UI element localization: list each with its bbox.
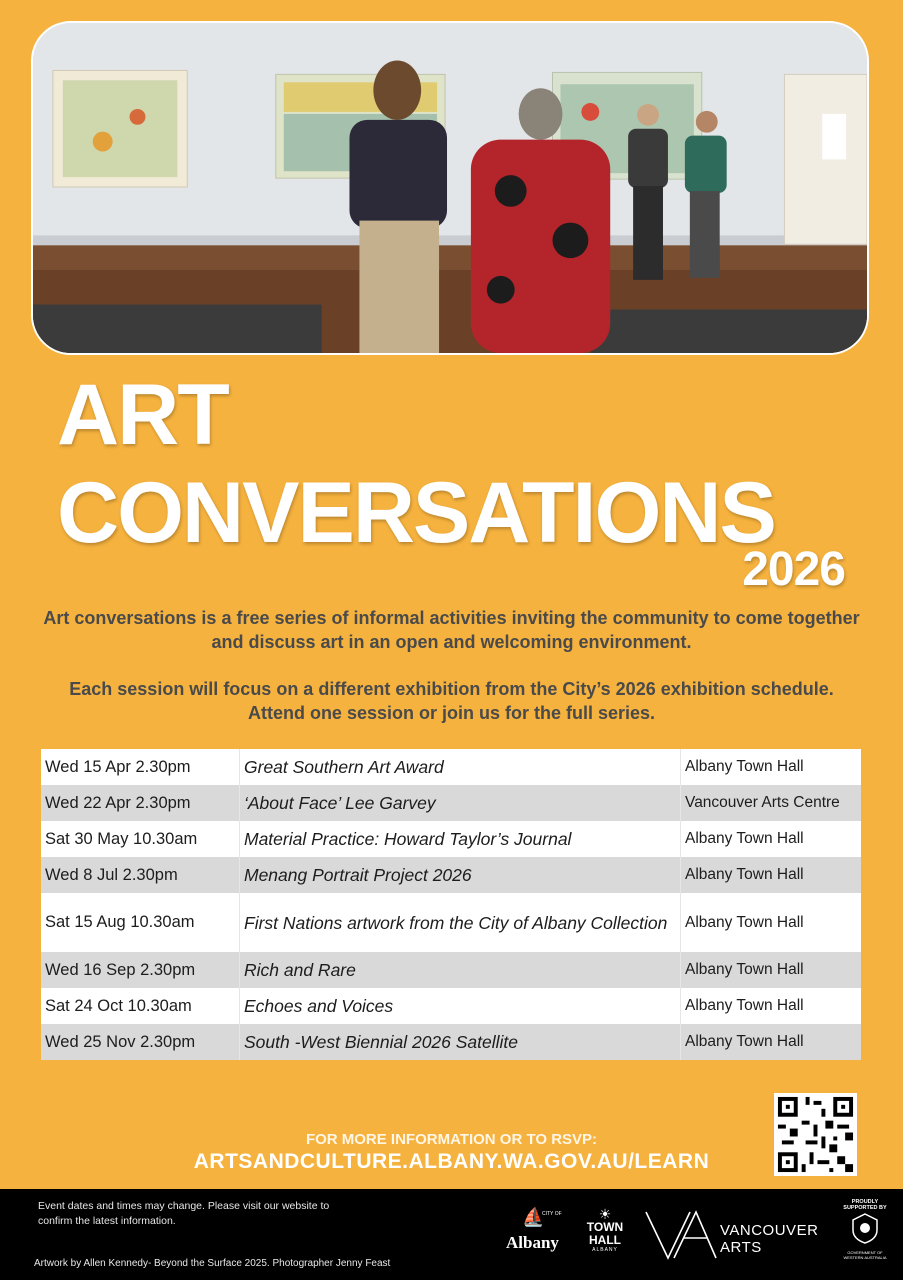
session-date: Wed 25 Nov 2.30pm	[41, 1024, 240, 1060]
session-event: Menang Portrait Project 2026	[240, 857, 681, 893]
session-event: Material Practice: Howard Taylor’s Journal	[240, 821, 681, 857]
table-row	[41, 988, 861, 1024]
session-event: ‘About Face’ Lee Garvey	[240, 785, 681, 821]
wa-government-text: GOVERNMENT OF WESTERN AUSTRALIA	[843, 1250, 887, 1260]
vancouver-arts-wordmark	[720, 1222, 818, 1256]
session-date: Sat 15 Aug 10.30am	[41, 893, 240, 952]
schedule-table	[41, 749, 861, 1060]
session-venue: Albany Town Hall	[685, 830, 804, 847]
arts-word: ARTS	[720, 1239, 762, 1256]
session-date: Sat 24 Oct 10.30am	[41, 988, 240, 1024]
session-venue: Vancouver Arts Centre	[685, 794, 840, 811]
footer-disclaimer: Event dates and times may change. Please visit our website to confirm the latest information.	[38, 1200, 330, 1227]
qr-code-icon[interactable]	[774, 1093, 857, 1176]
proudly-supported-text: PROUDLY SUPPORTED BY	[843, 1199, 887, 1211]
hero-photo	[31, 21, 869, 355]
session-venue: Albany Town Hall	[685, 758, 804, 775]
sun-icon: ☀	[598, 1206, 612, 1222]
footer	[0, 1189, 903, 1280]
table-row	[41, 1024, 861, 1060]
table-row	[41, 857, 861, 893]
session-venue: Albany Town Hall	[685, 913, 804, 931]
albany-mark-icon: ⛵	[522, 1207, 545, 1227]
albany-wordmark: Albany	[506, 1233, 559, 1252]
vancouver-arts-logo	[640, 1204, 830, 1264]
session-date: Wed 16 Sep 2.30pm	[41, 952, 240, 988]
session-date: Wed 22 Apr 2.30pm	[41, 785, 240, 821]
table-row	[41, 952, 861, 988]
session-event: Rich and Rare	[240, 952, 681, 988]
qr-code-graphic	[774, 1093, 857, 1176]
session-venue: Albany Town Hall	[685, 961, 804, 978]
table-row	[41, 785, 861, 821]
session-date: Sat 30 May 10.30am	[41, 821, 240, 857]
session-event: Echoes and Voices	[240, 988, 681, 1024]
session-venue: Albany Town Hall	[685, 866, 804, 883]
title-line-conversations: CONVERSATIONS	[57, 465, 775, 561]
wa-crest-icon	[848, 1211, 882, 1245]
vancouver-word: VANCOUVER	[720, 1222, 819, 1239]
session-venue: Albany Town Hall	[685, 1033, 804, 1050]
table-row	[41, 893, 861, 952]
session-event: First Nations artwork from the City of Albany Collection	[240, 893, 681, 952]
session-event: Great Southern Art Award	[240, 749, 681, 785]
town-hall-logo	[580, 1207, 630, 1259]
session-event: South -West Biennial 2026 Satellite	[240, 1024, 681, 1060]
title-year: 2026	[742, 543, 845, 596]
title-line-art: ART	[57, 367, 228, 463]
session-date: Wed 15 Apr 2.30pm	[41, 749, 240, 785]
city-of-albany-logo	[506, 1207, 564, 1255]
table-row	[41, 749, 861, 785]
wa-government-logo	[840, 1199, 890, 1271]
rsvp-label: FOR MORE INFORMATION OR TO RSVP:	[305, 1131, 598, 1148]
intro-paragraph-1: Art conversations is a free series of informal activities inviting the community to come together and discuss art in an open and welcoming environment.	[43, 608, 860, 652]
gallery-scene-image	[33, 23, 867, 353]
table-row	[41, 821, 861, 857]
session-venue: Albany Town Hall	[685, 997, 804, 1014]
va-monogram-icon	[640, 1204, 718, 1264]
session-date: Wed 8 Jul 2.30pm	[41, 857, 240, 893]
town-hall-wordmark: TOWN HALL	[586, 1220, 624, 1247]
rsvp-link[interactable]: ARTSANDCULTURE.ALBANY.WA.GOV.AU/LEARN	[193, 1150, 710, 1173]
albany-city-text: CITY OF	[542, 1211, 562, 1217]
intro-paragraph-2: Each session will focus on a different exhibition from the City’s 2026 exhibition schedule. Attend one session or join us for the full series.	[69, 679, 834, 723]
footer-credit: Artwork by Allen Kennedy- Beyond the Surface 2025. Photographer Jenny Feast	[34, 1258, 391, 1269]
town-hall-subtext: ALBANY	[592, 1247, 618, 1253]
